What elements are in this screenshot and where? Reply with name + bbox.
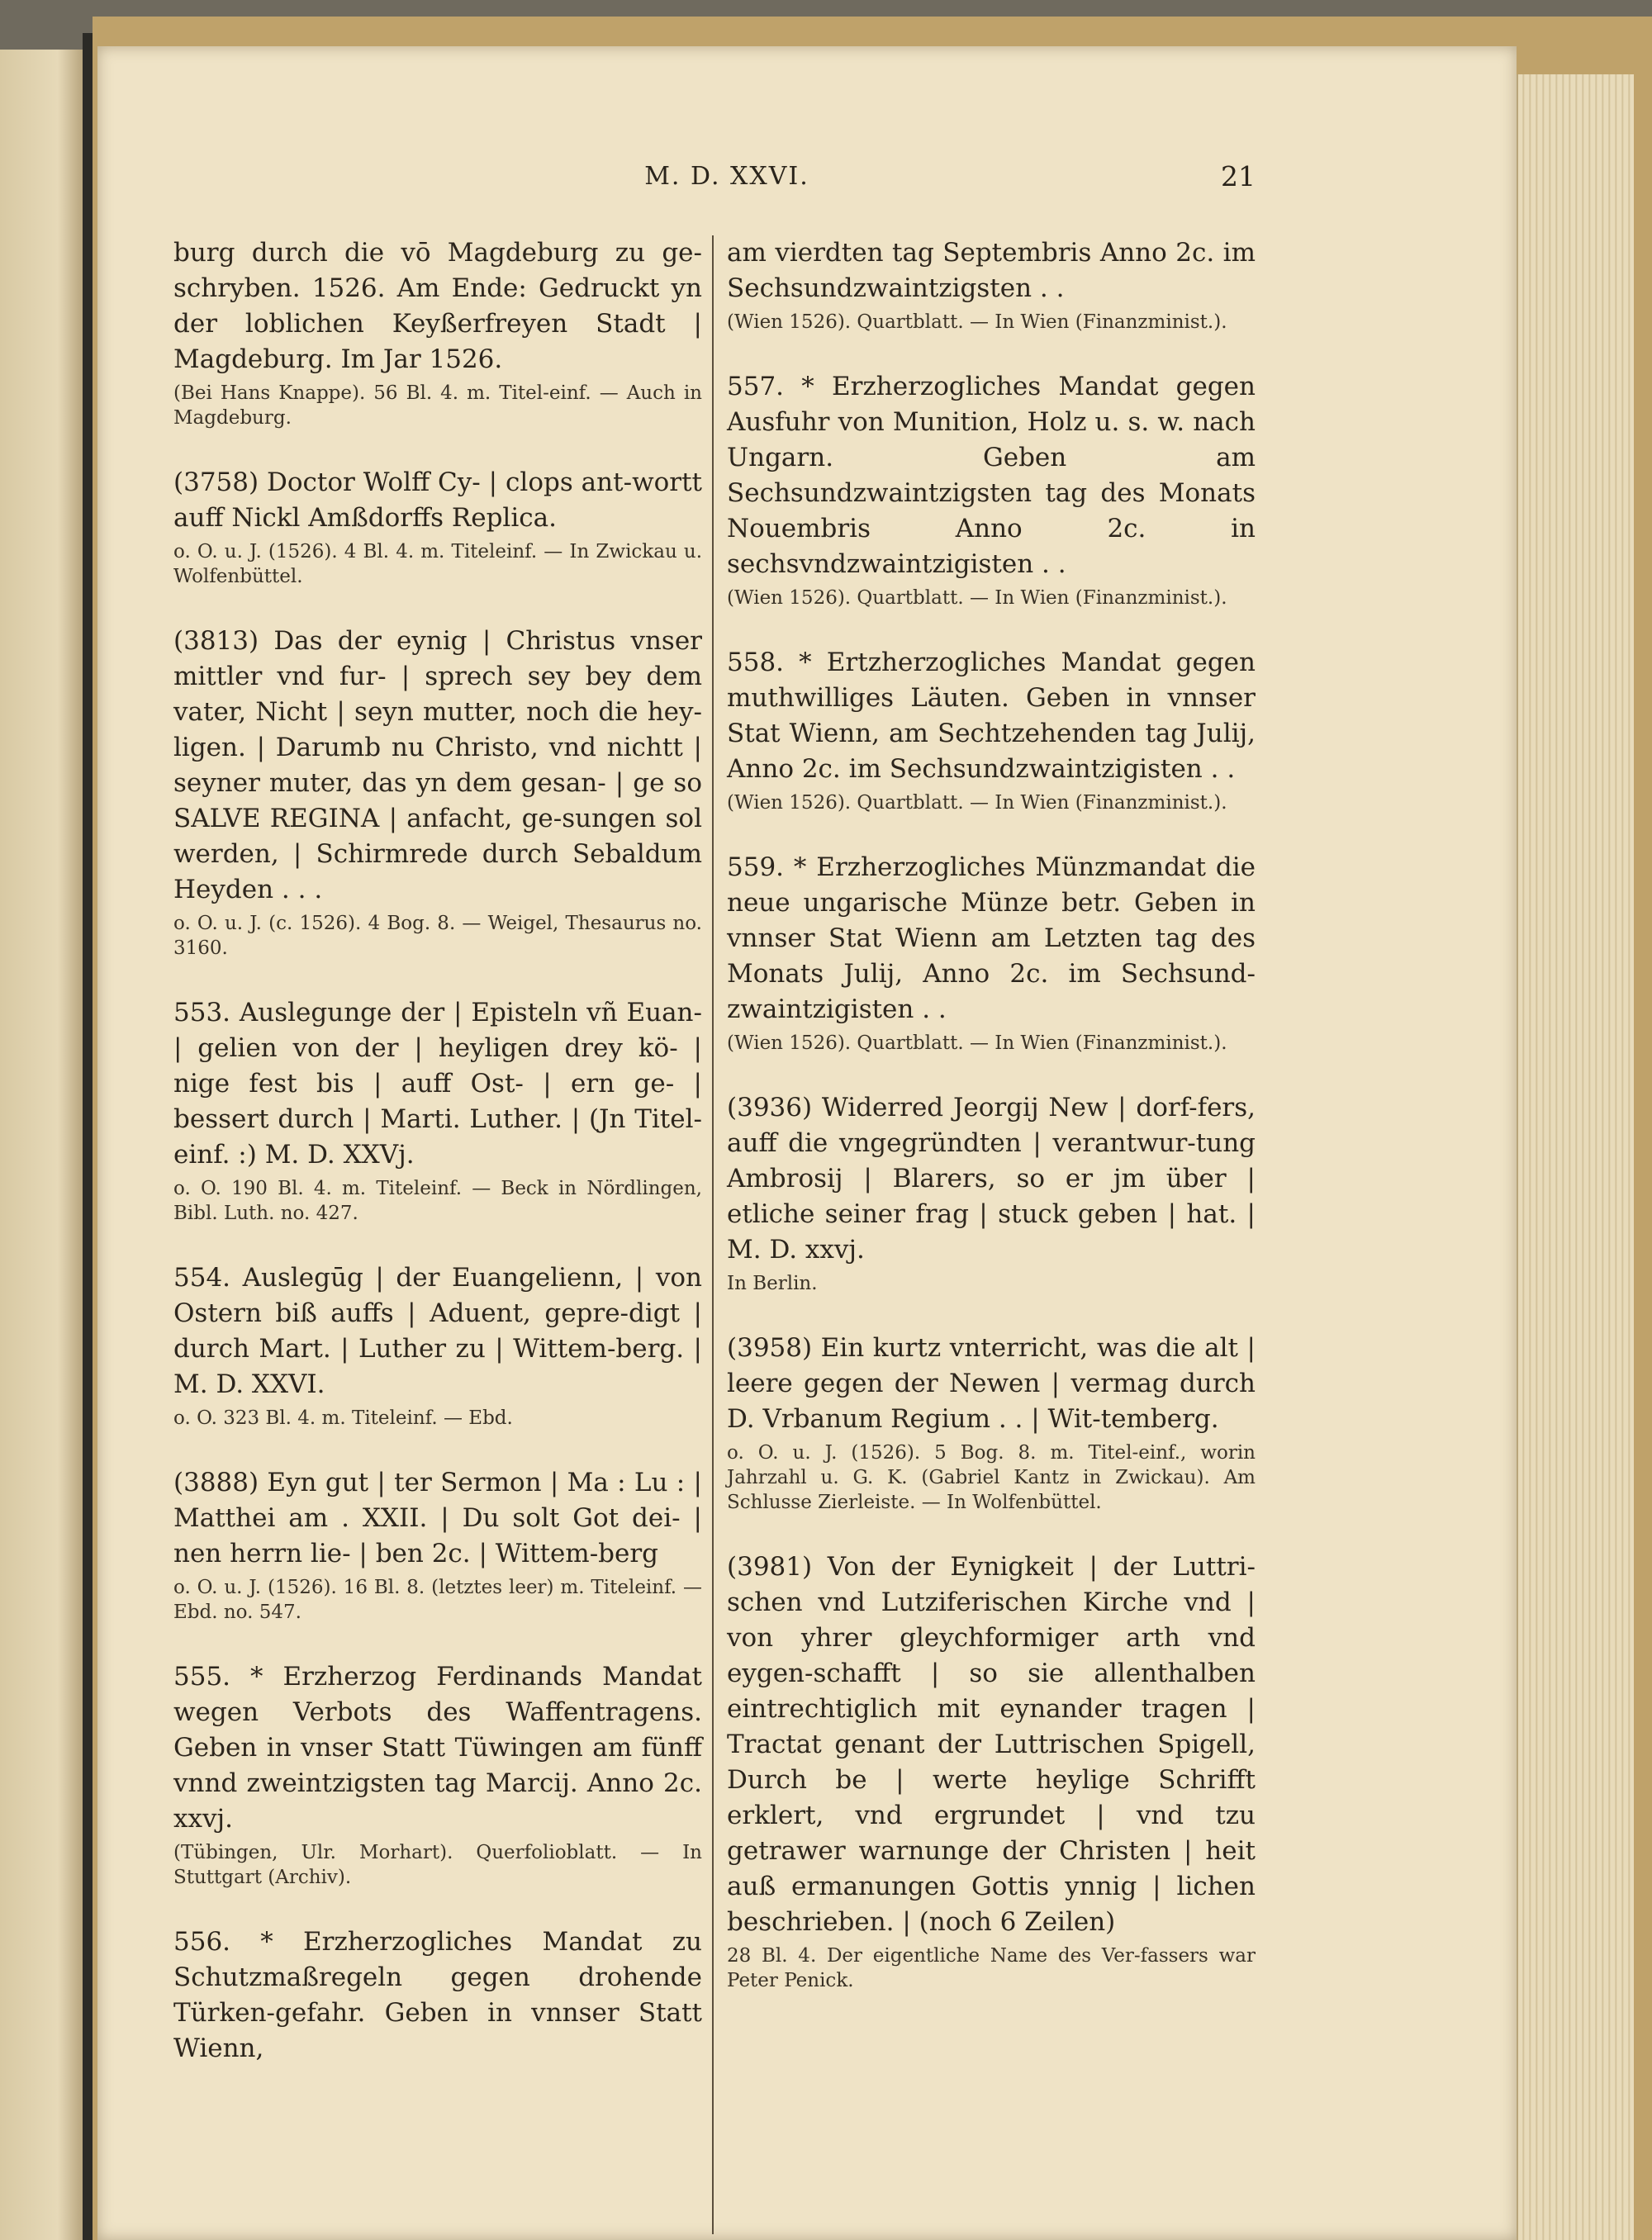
previous-page-edge [0, 50, 88, 2240]
entry [173, 1465, 702, 1625]
entry-note: o. O. u. J. (1526). 4 Bl. 4. m. Titeleinf. — In Zwickau u. Wolfenbüttel. [173, 541, 702, 587]
entry-note: (Wien 1526). Quartblatt. — In Wien (Finanzminist.). [727, 587, 1227, 609]
entry-text: 553. Auslegunge der | Episteln vñ Euan- | gelien von der | heyligen drey kö- | nige fest bis | auff Ost- | ern ge- | bessert durch | Marti. Luther. | (Jn Titel-einf. :) M. D. XXVj. [173, 998, 702, 1170]
right-column [727, 235, 1256, 2028]
entry-text: (3813) Das der eynig | Christus vnser mittler vnd fur- | sprech sey bey dem vater, Nicht | seyn mutter, noch die hey-ligen. | Darumb nu Christo, vnd nichtt | seyner muter, das yn dem gesan- | ge so SALVE REGINA | anfacht, ge-sungen sol werden, | Schirmrede durch Sebaldum Heyden . . . [173, 626, 702, 904]
entry-note: In Berlin. [727, 1273, 818, 1294]
entry-note: (Wien 1526). Quartblatt. — In Wien (Finanzminist.). [727, 792, 1227, 814]
book-spine [83, 33, 93, 2240]
entry-note: (Bei Hans Knappe). 56 Bl. 4. m. Titel-einf. — Auch in Magdeburg. [173, 382, 702, 429]
entry-text: burg durch die vō Magdeburg zu ge-schryben. 1526. Am Ende: Gedruckt yn der loblichen Keyßerfreyen Stadt | Magdeburg. Im Jar 1526. [173, 238, 702, 374]
page-stack-edge [1517, 74, 1634, 2240]
entry-note: o. O. 323 Bl. 4. m. Titeleinf. — Ebd. [173, 1407, 513, 1429]
entry [173, 1659, 702, 1890]
entry-note: o. O. 190 Bl. 4. m. Titeleinf. — Beck in Nördlingen, Bibl. Luth. no. 427. [173, 1178, 702, 1224]
entry [173, 995, 702, 1226]
entry [727, 1331, 1256, 1515]
entry-note: (Wien 1526). Quartblatt. — In Wien (Finanzminist.). [727, 311, 1227, 333]
entry-text: 559. * Erzherzogliches Münzmandat die neue ungarische Münze betr. Geben in vnnser Stat Wienn am Letzten tag des Monats Julij, Anno 2c. im Sechsund-zwaintzigisten . . [727, 852, 1256, 1024]
left-column [173, 235, 702, 2101]
entry-text: (3981) Von der Eynigkeit | der Luttri-schen vnd Lutziferischen Kirche vnd | von yhrer gleychformiger arth vnd eygen-schafft | so sie allenthalben eintrechtiglich mit eynander tragen | Tractat genant der Luttrischen Spigell, Durch be | werte heylige Schrifft erklert, vnd ergrundet | vnd tzu getrawer warnunge der Christen | heit auß ermanungen Gottis ynnig | lichen beschrieben. | (noch 6 Zeilen) [727, 1552, 1256, 1937]
entry [173, 624, 702, 961]
entry-note: (Tübingen, Ulr. Morhart). Querfolioblatt. — In Stuttgart (Archiv). [173, 1842, 702, 1888]
page-number: 21 [1221, 160, 1256, 192]
entry-text: 558. * Ertzherzogliches Mandat gegen muthwilliges Läuten. Geben in vnnser Stat Wienn, am Sechtzehenden tag Julij, Anno 2c. im Sechsundzwaintzigisten . . [727, 648, 1256, 784]
entry-text: (3888) Eyn gut | ter Sermon | Ma : Lu : | Matthei am . XXII. | Du solt Got dei- | nen herrn lie- | ben 2c. | Wittem-berg [173, 1468, 702, 1568]
entry [727, 369, 1256, 610]
entry-note: (Wien 1526). Quartblatt. — In Wien (Finanzminist.). [727, 1032, 1227, 1054]
entry [727, 645, 1256, 815]
entry-note: 28 Bl. 4. Der eigentliche Name des Ver-fassers war Peter Penick. [727, 1945, 1256, 1991]
entry-text: 556. * Erzherzogliches Mandat zu Schutzmaßregeln gegen drohende Türken-gefahr. Geben in vnnser Statt Wienn, [173, 1927, 702, 2063]
entry [727, 850, 1256, 1056]
entry-note: o. O. u. J. (1526). 16 Bl. 8. (letztes leer) m. Titeleinf. — Ebd. no. 547. [173, 1577, 702, 1623]
entry-text: 555. * Erzherzog Ferdinands Mandat wegen Verbots des Waffentragens. Geben in vnser Statt Tüwingen am fünff vnnd zweintzigsten tag Marcij. Anno 2c. xxvj. [173, 1662, 702, 1834]
entry-text: 557. * Erzherzogliches Mandat gegen Ausfuhr von Munition, Holz u. s. w. nach Ungarn. Geben am Sechsundzwaintzigsten tag des Monats Nouembris Anno 2c. in sechsvndzwaintzigisten . . [727, 372, 1256, 579]
entry [173, 235, 702, 430]
entry-text: (3758) Doctor Wolff Cy- | clops ant-wortt auff Nickl Amßdorffs Replica. [173, 467, 702, 533]
entry [173, 1924, 702, 2067]
entry [727, 235, 1256, 335]
running-head: M. D. XXVI. [644, 162, 809, 191]
entry-text: (3936) Widerred Jeorgij New | dorf-fers, auff die vngegründten | verantwur-tung Ambrosij | Blarers, so er jm über | etliche seiner frag | stuck geben | hat. | M. D. xxvj. [727, 1093, 1256, 1265]
entry-note: o. O. u. J. (c. 1526). 4 Bog. 8. — Weigel, Thesaurus no. 3160. [173, 913, 702, 959]
entry-text: am vierdten tag Septembris Anno 2c. im Sechsundzwaintzigsten . . [727, 238, 1256, 303]
entry-text: (3958) Ein kurtz vnterricht, was die alt | leere gegen der Newen | vermag durch D. Vrbanum Regium . . | Wit-temberg. [727, 1333, 1256, 1434]
entry [173, 465, 702, 589]
entry [727, 1549, 1256, 1993]
column-divider [712, 235, 714, 2234]
entry-note: o. O. u. J. (1526). 5 Bog. 8. m. Titel-einf., worin Jahrzahl u. G. K. (Gabriel Kantz in Zwickau). Am Schlusse Zierleiste. — In Wolfenbüttel. [727, 1442, 1256, 1513]
entry [727, 1090, 1256, 1296]
entry-text: 554. Auslegūg | der Euangelienn, | von Ostern biß auffs | Aduent, gepre-digt | durch Mart. | Luther zu | Wittem-berg. | M. D. XXVI. [173, 1263, 702, 1399]
entry [173, 1260, 702, 1431]
